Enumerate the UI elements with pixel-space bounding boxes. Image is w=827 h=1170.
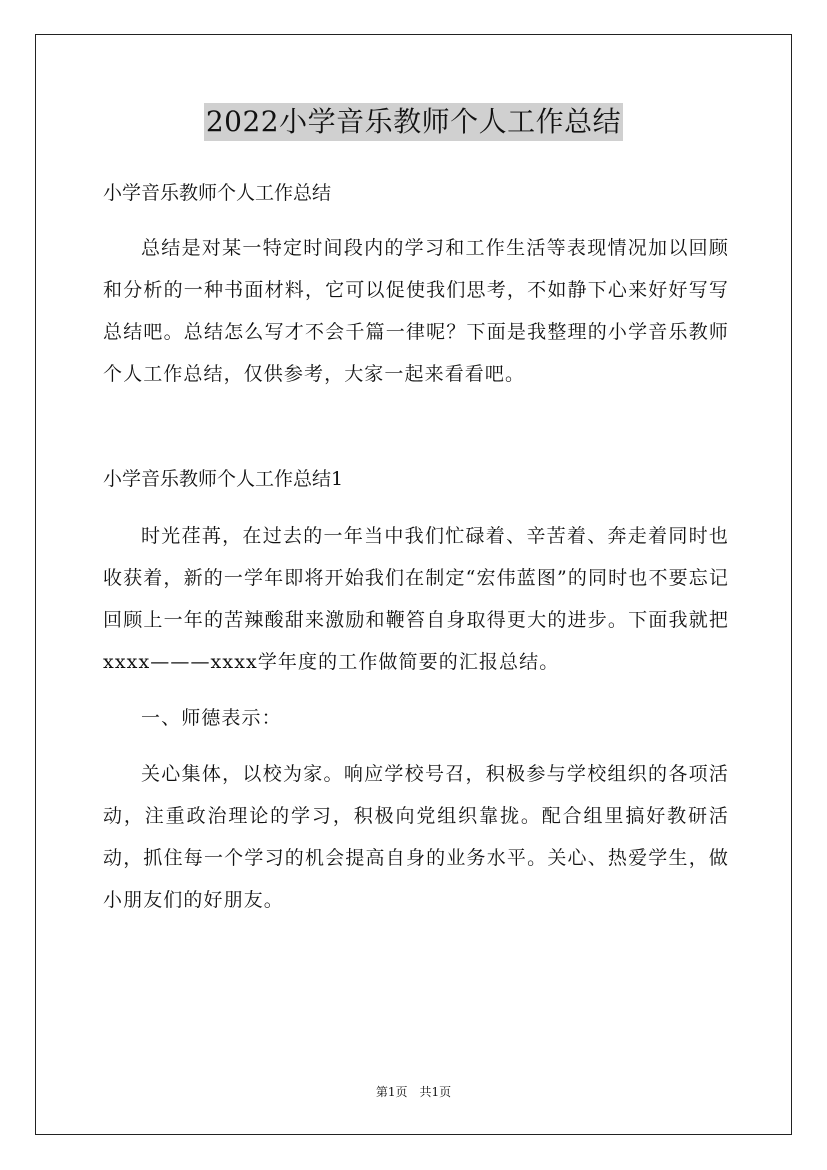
section-paragraph-2: 关心集体，以校为家。响应学校号召，积极参与学校组织的各项活动，注重政治理论的学习，积极向党组织靠拢。配合组里搞好教研活动，抓住每一个学习的机会提高自身的业务水平。关心、热爱学生，做小朋友们的好朋友。 bbox=[103, 763, 729, 911]
title-wrap bbox=[0, 103, 827, 141]
section-paragraph-1: 时光荏苒，在过去的一年当中我们忙碌着、辛苦着、奔走着同时也收获着，新的一学年即将开始我们在制定“宏伟蓝图”的同时也不要忘记回顾上一年的苦辣酸甜来激励和鞭笞自身取得更大的进步。下面我就把xxxx———xxxx学年度的工作做简要的汇报总结。 bbox=[103, 525, 729, 673]
subtitle: 小学音乐教师个人工作总结 bbox=[103, 182, 332, 204]
page-footer: 第1页 共1页 bbox=[375, 1085, 452, 1099]
section-heading: 小学音乐教师个人工作总结1 bbox=[103, 468, 344, 490]
intro-paragraph: 总结是对某一特定时间段内的学习和工作生活等表现情况加以回顾和分析的一种书面材料，它可以促使我们思考，不如静下心来好好写写总结吧。总结怎么写才不会千篇一律呢？下面是我整理的小学音乐教师个人工作总结，仅供参考，大家一起来看看吧。 bbox=[103, 237, 729, 385]
document-title: 2022小学音乐教师个人工作总结 bbox=[204, 103, 623, 141]
section-subheading: 一、师德表示： bbox=[141, 707, 282, 729]
document-body bbox=[103, 177, 729, 921]
